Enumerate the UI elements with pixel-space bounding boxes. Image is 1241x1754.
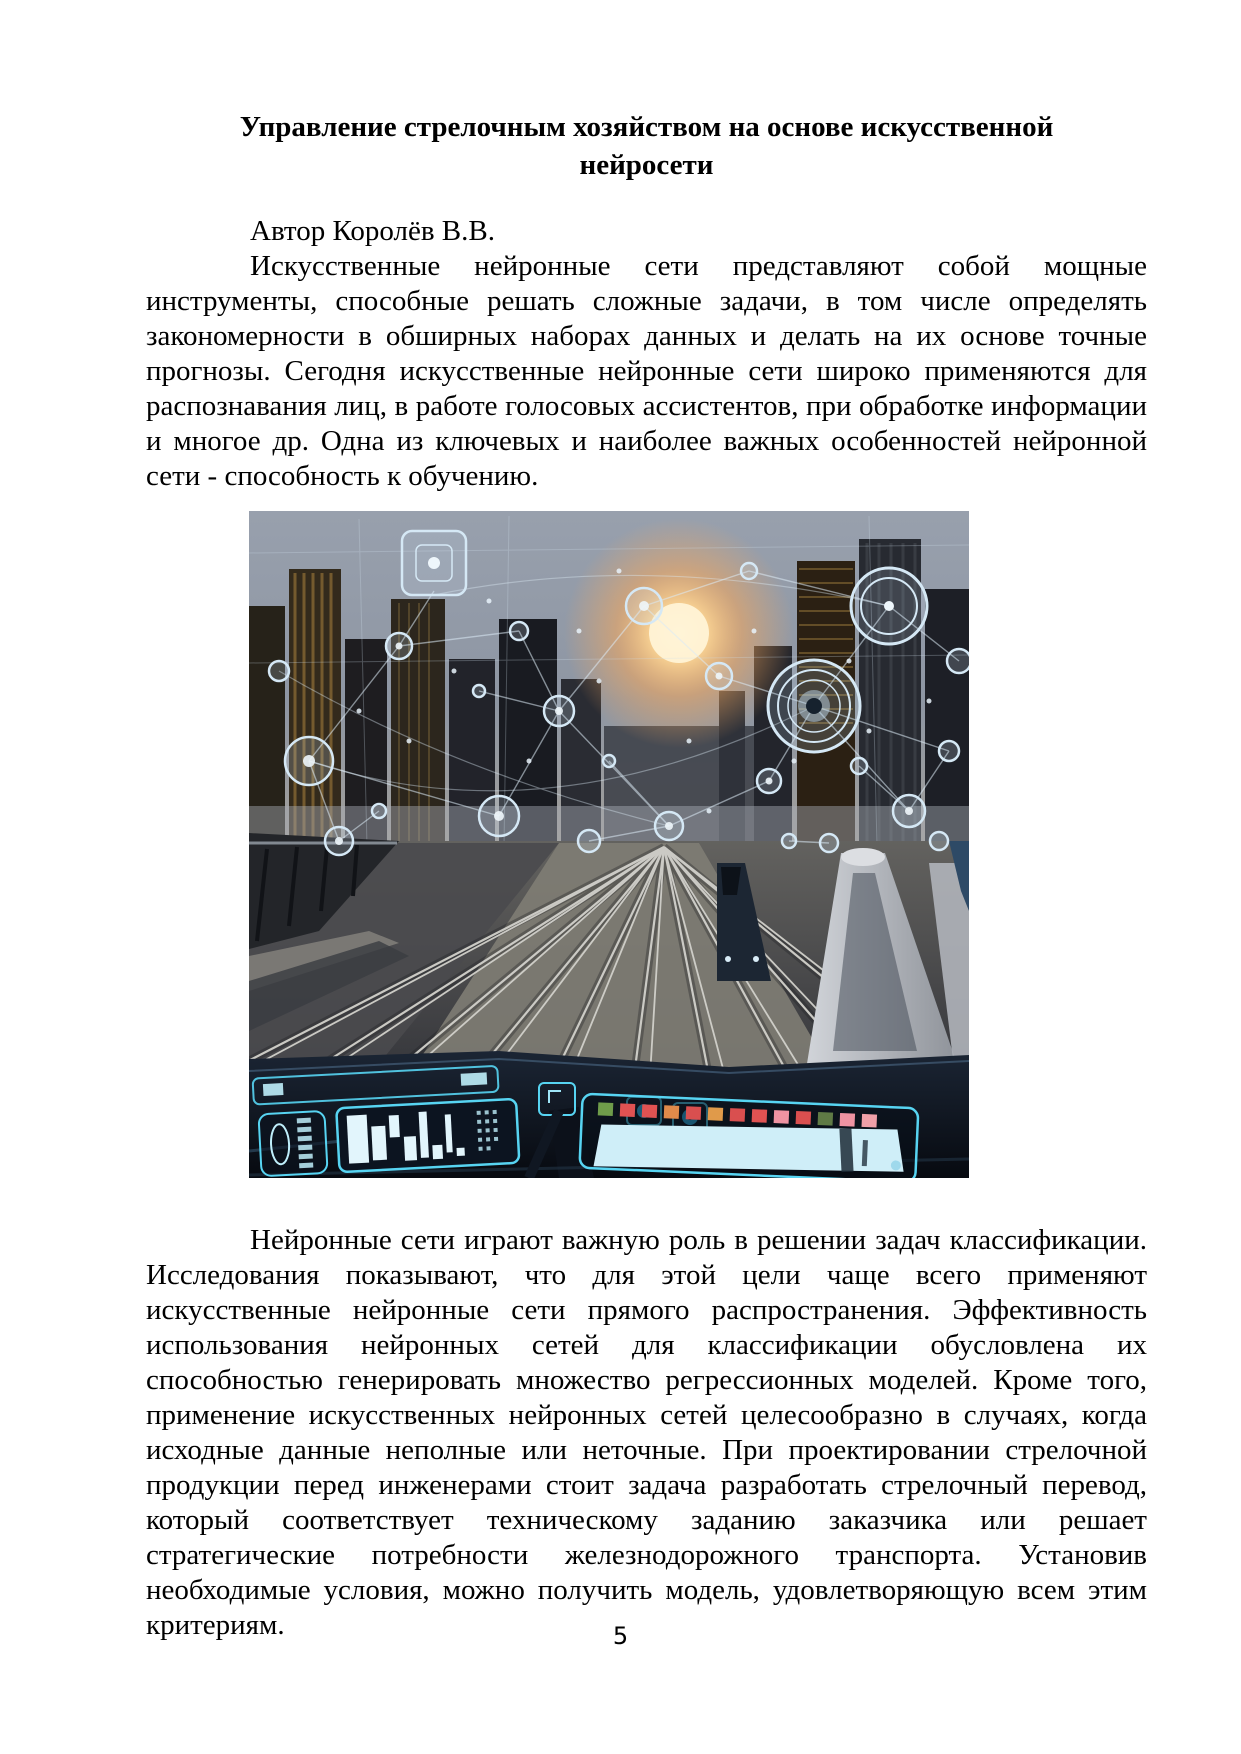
text-column (146, 0, 1147, 1643)
sun-glow (564, 518, 794, 748)
page-number: 5 (612, 1622, 629, 1650)
figure-illustration (249, 511, 969, 1178)
railway-tracks (249, 833, 969, 1078)
page-title: Управление стрелочным хозяйством на основе искусственной нейросети (239, 111, 1054, 181)
article-figure (249, 511, 969, 1178)
paragraph-1: Искусственные нейронные сети представляют собой мощные инструменты, способные решать сложные задачи, в том числе определять закономерности в обширных наборах данных и делать на их основе точные прогнозы. Сегодня искусственные нейронные сети широко применяются для распознавания лиц, в работе голосовых ассистентов, при обработке информации и многое др. Одна из ключевых и наиболее важных особенностей нейронной сети - способность к обучению. (146, 250, 1147, 492)
author-line: Автор Королёв В.В. (250, 215, 495, 247)
control-panel (249, 1051, 969, 1178)
paragraph-2: Нейронные сети играют важную роль в решении задач классификации. Исследования показывают, что для этой цели чаще всего применяют искусственные нейронные сети прямого распространения. Эффективность использования нейронных сетей для классификации обусловлена их способностью генерировать множество регрессионных моделей. Кроме того, применение искусственных нейронных сетей целесообразно в случаях, когда исходные данные неполные или неточные. При проектировании стрелочной продукции перед инженерами стоит задача разработать стрелочный перевод, который соответствует техническому заданию заказчика или решает стратегические потребности железнодорожного транспорта. Установив необходимые условия, можно получить модель, удовлетворяющую всем этим критериям. (146, 1224, 1147, 1641)
